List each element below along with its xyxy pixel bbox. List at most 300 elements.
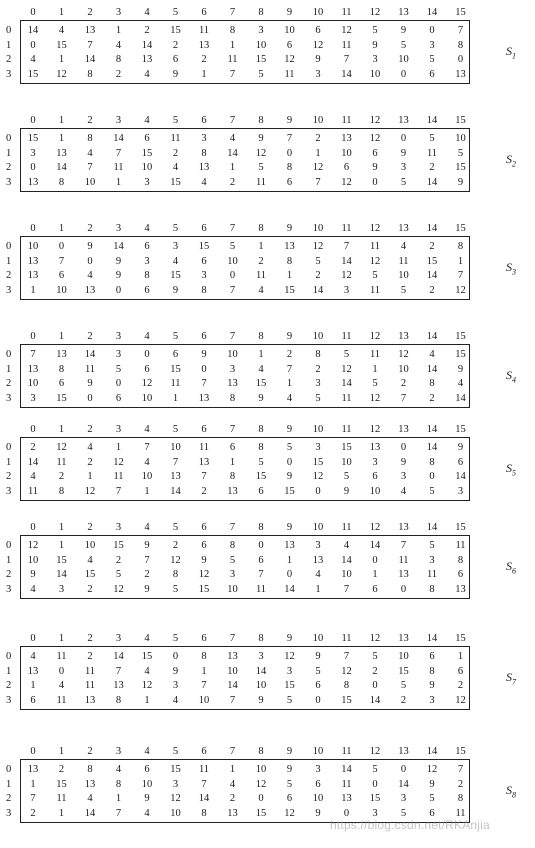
column-header: 11 (341, 223, 352, 234)
column-header: 4 (144, 746, 150, 757)
table-cell: 7 (201, 680, 207, 691)
table-cell: 7 (258, 569, 264, 580)
table-cell: 7 (115, 665, 122, 677)
table-cell: 1 (58, 133, 65, 144)
column-header: 8 (258, 223, 264, 234)
column-header: 1 (58, 522, 65, 533)
table-cell: 9 (400, 147, 407, 159)
table-cell: 8 (229, 392, 236, 404)
column-header: 11 (341, 331, 352, 342)
column-header: 7 (229, 424, 236, 435)
table-cell: 5 (315, 392, 321, 404)
column-header: 1 (58, 633, 65, 644)
table-cell: 0 (229, 270, 236, 281)
table-cell: 13 (84, 694, 96, 706)
table-cell: 10 (455, 133, 466, 144)
table-cell: 11 (255, 583, 267, 595)
table-cell: 2 (429, 162, 435, 173)
table-cell: 12 (198, 569, 210, 580)
table-cell: 2 (429, 284, 435, 296)
table-cell: 8 (286, 255, 293, 267)
table-cell: 4 (144, 665, 150, 677)
table-cell: 9 (400, 456, 407, 468)
row-label: 2 (6, 569, 12, 580)
row-label: 1 (6, 456, 12, 468)
table-cell: 11 (84, 665, 96, 677)
table-cell: 3 (144, 255, 150, 267)
row-label: 3 (6, 284, 12, 296)
table-cell: 11 (170, 378, 181, 389)
table-cell: 0 (400, 442, 407, 453)
table-cell: 2 (87, 456, 93, 468)
row-label: 3 (6, 485, 12, 497)
column-header: 8 (258, 115, 264, 126)
sbox-label-index: 8 (512, 790, 516, 800)
row-label: 0 (6, 651, 12, 662)
table-cell: 15 (56, 392, 67, 404)
sbox-label-index: 6 (512, 566, 516, 576)
table-cell: 14 (455, 471, 466, 482)
table-cell: 12 (341, 176, 352, 188)
table-cell: 4 (87, 442, 93, 453)
table-cell: 9 (172, 665, 179, 677)
table-cell: 8 (201, 807, 207, 819)
table-cell: 10 (56, 284, 67, 296)
sbox-label (506, 153, 516, 170)
table-cell: 13 (369, 442, 381, 453)
table-cell: 12 (170, 554, 181, 566)
table-cell: 10 (27, 378, 39, 389)
table-cell: 14 (198, 793, 210, 804)
table-cell: 0 (87, 392, 93, 404)
table-cell: 15 (341, 442, 352, 453)
table-cell: 8 (229, 540, 236, 551)
table-cell: 6 (286, 39, 293, 51)
column-header: 0 (30, 223, 36, 234)
table-cell: 5 (400, 176, 407, 188)
table-cell: 2 (400, 694, 407, 706)
table-cell: 9 (144, 583, 150, 595)
table-cell: 2 (87, 583, 93, 595)
column-header: 8 (258, 522, 264, 533)
table-cell: 0 (372, 680, 378, 691)
column-header: 7 (229, 633, 236, 644)
table-cell: 12 (113, 456, 124, 468)
column-header: 2 (87, 223, 93, 234)
table-cell: 6 (372, 471, 378, 482)
table-cell: 11 (255, 270, 267, 281)
row-label: 0 (6, 241, 12, 252)
table-cell: 14 (426, 176, 438, 188)
table-cell: 15 (141, 147, 153, 159)
table-cell: 11 (27, 485, 39, 497)
column-header: 6 (201, 633, 207, 644)
table-cell: 14 (341, 764, 352, 775)
table-cell: 6 (315, 25, 321, 36)
table-cell: 14 (56, 569, 67, 580)
table-cell: 6 (457, 569, 464, 580)
row-label: 1 (6, 778, 12, 790)
table-cell: 8 (115, 778, 122, 790)
column-header: 7 (229, 223, 236, 234)
table-cell: 2 (400, 378, 407, 389)
table-cell: 2 (58, 764, 65, 775)
row-label: 2 (6, 793, 12, 804)
table-cell: 12 (27, 540, 39, 551)
table-cell: 0 (400, 68, 407, 80)
column-header: 12 (369, 424, 381, 435)
column-header: 5 (172, 223, 179, 234)
column-header: 1 (58, 331, 65, 342)
table-cell: 15 (198, 241, 210, 252)
sbox-label-index: 7 (512, 677, 516, 687)
table-cell: 15 (312, 456, 324, 468)
table-cell: 2 (229, 793, 236, 804)
table-cell: 6 (315, 680, 321, 691)
column-header: 6 (201, 7, 207, 18)
table-cell: 13 (227, 651, 238, 662)
column-header: 6 (201, 115, 207, 126)
table-cell: 15 (341, 694, 352, 706)
column-header: 11 (341, 633, 352, 644)
table-cell: 6 (144, 764, 150, 775)
table-cell: 8 (229, 25, 236, 36)
table-cell: 7 (400, 392, 407, 404)
table-cell: 7 (400, 540, 407, 551)
table-cell: 13 (113, 680, 124, 691)
column-header: 4 (144, 522, 150, 533)
table-cell: 8 (429, 665, 435, 677)
table-cell: 11 (341, 39, 352, 51)
table-cell: 7 (343, 54, 350, 65)
table-cell: 14 (84, 807, 96, 819)
table-cell: 2 (315, 133, 321, 144)
table-cell: 3 (201, 270, 207, 281)
column-header: 6 (201, 522, 207, 533)
table-cell: 5 (315, 255, 321, 267)
table-cell: 10 (255, 764, 267, 775)
column-header: 0 (30, 633, 36, 644)
table-cell: 9 (201, 349, 207, 360)
table-cell: 12 (369, 133, 381, 144)
table-cell: 3 (30, 392, 36, 404)
column-header: 2 (87, 115, 93, 126)
table-cell: 9 (429, 680, 435, 691)
table-cell: 4 (457, 378, 464, 389)
column-header: 11 (341, 7, 352, 18)
table-cell: 2 (30, 442, 36, 453)
table-cell: 6 (201, 540, 207, 551)
sbox-label-letter: S (506, 368, 512, 382)
table-cell: 5 (429, 793, 435, 804)
table-cell: 14 (341, 554, 352, 566)
table-cell: 4 (144, 68, 150, 80)
table-cell: 7 (343, 651, 350, 662)
table-cell: 1 (30, 778, 36, 790)
table-cell: 1 (201, 665, 207, 677)
table-cell: 0 (115, 378, 122, 389)
table-cell: 4 (343, 540, 350, 551)
table-cell: 8 (429, 583, 435, 595)
table-cell: 12 (369, 255, 381, 267)
table-cell: 11 (113, 471, 124, 482)
table-cell: 15 (255, 378, 267, 389)
table-cell: 2 (144, 25, 150, 36)
column-header: 9 (286, 7, 293, 18)
row-label: 3 (6, 68, 12, 80)
table-cell: 14 (369, 540, 381, 551)
table-cell: 5 (172, 583, 179, 595)
table-cell: 13 (27, 363, 39, 375)
row-label: 2 (6, 54, 12, 65)
table-cell: 14 (27, 456, 39, 468)
table-cell: 7 (115, 147, 122, 159)
table-cell: 10 (141, 162, 153, 173)
table-cell: 5 (372, 270, 378, 281)
sbox-label-letter: S (506, 559, 512, 573)
table-cell: 7 (87, 39, 93, 51)
column-header: 2 (87, 331, 93, 342)
column-header: 13 (398, 115, 409, 126)
table-cell: 15 (369, 793, 381, 804)
table-cell: 8 (457, 793, 464, 804)
table-cell: 14 (141, 39, 153, 51)
table-cell: 3 (172, 778, 179, 790)
table-cell: 1 (286, 270, 293, 281)
table-cell: 4 (201, 176, 207, 188)
table-cell: 0 (372, 778, 378, 790)
table-cell: 4 (58, 680, 65, 691)
column-header: 6 (201, 424, 207, 435)
column-header: 10 (312, 223, 324, 234)
table-cell: 10 (369, 68, 381, 80)
table-cell: 11 (198, 25, 210, 36)
table-cell: 2 (286, 349, 293, 360)
column-header: 3 (115, 522, 122, 533)
table-cell: 14 (113, 651, 124, 662)
table-cell: 5 (229, 241, 236, 252)
table-cell: 7 (343, 583, 350, 595)
row-label: 2 (6, 378, 12, 389)
table-cell: 5 (315, 665, 321, 677)
column-header: 11 (341, 115, 352, 126)
table-cell: 10 (227, 255, 238, 267)
column-header: 4 (144, 633, 150, 644)
table-cell: 5 (400, 807, 407, 819)
sbox-label (506, 45, 516, 62)
table-cell: 7 (229, 694, 236, 706)
sbox-label-letter: S (506, 44, 512, 58)
table-cell: 1 (115, 442, 122, 453)
table-cell: 13 (27, 764, 39, 775)
table-cell: 12 (255, 147, 267, 159)
table-cell: 4 (58, 25, 65, 36)
column-header: 15 (455, 746, 466, 757)
table-cell: 10 (227, 349, 238, 360)
table-cell: 6 (172, 54, 179, 65)
table-cell: 12 (341, 270, 352, 281)
table-cell: 10 (369, 485, 381, 497)
column-header: 7 (229, 7, 236, 18)
table-cell: 2 (87, 651, 93, 662)
table-cell: 9 (172, 284, 179, 296)
table-cell: 3 (172, 241, 179, 252)
table-cell: 4 (30, 651, 36, 662)
table-cell: 8 (201, 147, 207, 159)
column-header: 13 (398, 331, 409, 342)
table-cell: 11 (84, 363, 96, 375)
row-label: 1 (6, 665, 12, 677)
table-cell: 12 (369, 392, 381, 404)
table-cell: 7 (286, 363, 293, 375)
column-header: 2 (87, 746, 93, 757)
table-cell: 7 (229, 68, 236, 80)
row-label: 0 (6, 133, 12, 144)
column-header: 15 (455, 7, 466, 18)
table-cell: 3 (400, 471, 407, 482)
column-header: 15 (455, 115, 466, 126)
column-header: 1 (58, 7, 65, 18)
table-cell: 12 (312, 39, 324, 51)
column-header: 9 (286, 522, 293, 533)
table-cell: 1 (286, 378, 293, 389)
column-header: 12 (369, 331, 381, 342)
table-cell: 14 (56, 162, 67, 173)
table-cell: 4 (286, 392, 293, 404)
table-cell: 11 (227, 54, 238, 65)
row-label: 0 (6, 349, 12, 360)
table-cell: 9 (144, 793, 150, 804)
column-header: 15 (455, 633, 466, 644)
table-cell: 0 (400, 583, 407, 595)
table-cell: 1 (315, 583, 321, 595)
sbox-label-index: 2 (512, 159, 516, 169)
column-header: 9 (286, 115, 293, 126)
table-cell: 12 (255, 778, 267, 790)
table-cell: 13 (341, 133, 352, 144)
sbox-label-letter: S (506, 670, 512, 684)
column-header: 4 (144, 331, 150, 342)
table-cell: 3 (144, 176, 150, 188)
table-cell: 11 (398, 554, 409, 566)
column-header: 4 (144, 223, 150, 234)
column-header: 11 (341, 522, 352, 533)
table-cell: 12 (426, 764, 438, 775)
table-cell: 15 (255, 471, 267, 482)
table-cell: 7 (115, 807, 122, 819)
table-cell: 2 (172, 147, 179, 159)
table-cell: 4 (258, 363, 264, 375)
table-cell: 1 (115, 793, 122, 804)
table-cell: 3 (400, 793, 407, 804)
table-cell: 10 (398, 651, 409, 662)
table-cell: 1 (372, 569, 378, 580)
column-header: 14 (426, 424, 438, 435)
table-cell: 15 (170, 363, 181, 375)
table-cell: 5 (400, 680, 407, 691)
table-cell: 14 (341, 378, 352, 389)
table-cell: 1 (115, 25, 122, 36)
table-cell: 7 (201, 378, 207, 389)
table-cell: 5 (258, 162, 264, 173)
table-cell: 11 (56, 694, 67, 706)
table-cell: 6 (115, 392, 122, 404)
table-cell: 10 (398, 54, 409, 65)
table-cell: 4 (172, 162, 179, 173)
column-header: 3 (115, 331, 122, 342)
table-cell: 0 (400, 133, 407, 144)
column-header: 5 (172, 115, 179, 126)
table-cell: 3 (115, 349, 122, 360)
table-cell: 12 (56, 442, 67, 453)
table-cell: 4 (87, 270, 93, 281)
table-cell: 13 (56, 349, 67, 360)
table-cell: 1 (258, 241, 264, 252)
table-cell: 6 (172, 349, 179, 360)
table-cell: 10 (255, 680, 267, 691)
column-header: 9 (286, 424, 293, 435)
table-cell: 15 (56, 554, 67, 566)
table-cell: 7 (229, 284, 236, 296)
table-cell: 7 (115, 485, 122, 497)
table-cell: 15 (170, 176, 181, 188)
column-header: 2 (87, 7, 93, 18)
table-cell: 8 (258, 442, 264, 453)
table-cell: 15 (455, 349, 466, 360)
table-cell: 11 (398, 255, 409, 267)
table-cell: 0 (429, 25, 435, 36)
table-cell: 6 (58, 270, 65, 281)
table-cell: 8 (172, 569, 179, 580)
sbox-label-letter: S (506, 260, 512, 274)
column-header: 6 (201, 223, 207, 234)
table-cell: 13 (27, 255, 39, 267)
column-header: 12 (369, 522, 381, 533)
column-header: 13 (398, 424, 409, 435)
table-cell: 1 (286, 554, 293, 566)
column-header: 7 (229, 115, 236, 126)
table-cell: 3 (372, 807, 378, 819)
table-cell: 13 (141, 54, 153, 65)
table-cell: 4 (400, 241, 407, 252)
table-cell: 14 (255, 665, 267, 677)
table-cell: 11 (369, 241, 381, 252)
row-label: 1 (6, 39, 12, 51)
table-cell: 1 (372, 363, 378, 375)
table-cell: 9 (400, 25, 407, 36)
column-header: 8 (258, 424, 264, 435)
table-cell: 4 (144, 456, 150, 468)
sbox-label-index: 1 (512, 51, 516, 61)
column-header: 4 (144, 115, 150, 126)
table-cell: 2 (30, 807, 36, 819)
table-cell: 8 (429, 378, 435, 389)
table-cell: 8 (457, 241, 464, 252)
table-cell: 15 (27, 133, 39, 144)
column-header: 3 (115, 7, 122, 18)
table-cell: 9 (115, 255, 122, 267)
table-cell: 10 (198, 694, 210, 706)
table-cell: 2 (429, 241, 435, 252)
table-cell: 14 (84, 54, 96, 65)
table-cell: 13 (284, 540, 295, 551)
table-cell: 9 (115, 270, 122, 281)
table-cell: 0 (315, 694, 321, 706)
table-cell: 9 (258, 694, 264, 706)
table-cell: 5 (372, 25, 378, 36)
table-cell: 0 (58, 665, 65, 677)
table-cell: 11 (56, 456, 67, 468)
